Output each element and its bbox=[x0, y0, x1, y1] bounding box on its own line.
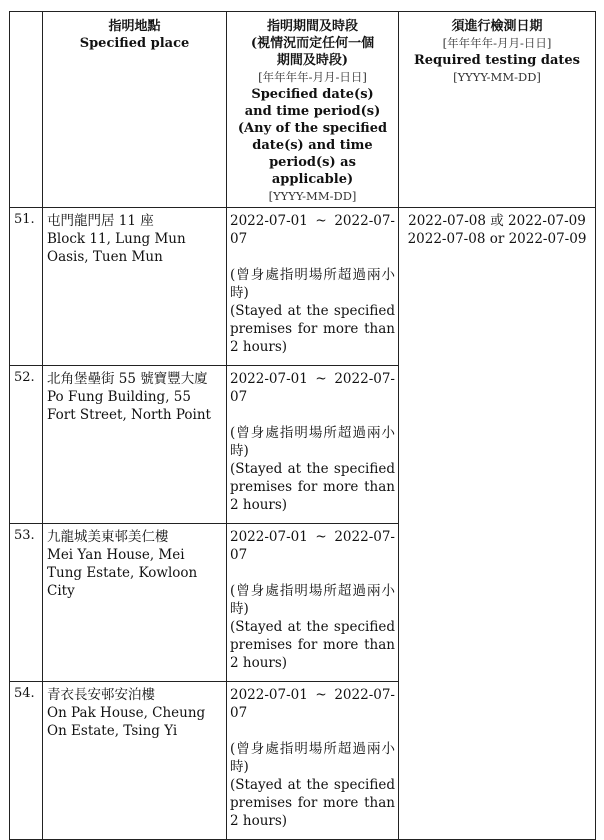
period-note-zh: (曾身處指明場所超過兩小時) bbox=[230, 741, 395, 775]
period-note-zh: (曾身處指明場所超過兩小時) bbox=[230, 583, 395, 617]
period-note-zh: (曾身處指明場所超過兩小時) bbox=[230, 425, 395, 459]
header-period-en-5: period(s) as applicable) bbox=[269, 155, 356, 187]
period-note-en: (Stayed at the specified premises for more than 2 hours) bbox=[230, 303, 395, 355]
period-dates: 2022-07-01 ~ 2022-07-07 bbox=[230, 213, 395, 247]
row-period bbox=[227, 682, 399, 840]
header-period-format-zh: [年年年年-月月-日日] bbox=[258, 70, 367, 84]
row-period bbox=[227, 366, 399, 524]
place-zh: 北角堡壘街 55 號寶豐大廈 bbox=[47, 371, 208, 387]
place-zh: 青衣長安邨安泊樓 bbox=[47, 687, 155, 703]
header-period-en-3: (Any of the specified bbox=[237, 121, 388, 136]
header-testing-format-zh: [年年年年-月月-日日] bbox=[442, 36, 552, 50]
header-period-cell bbox=[227, 12, 399, 208]
row-place bbox=[43, 524, 227, 682]
table-row bbox=[10, 208, 596, 366]
row-place bbox=[43, 366, 227, 524]
row-place bbox=[43, 682, 227, 840]
header-testing-zh: 須進行檢測日期 bbox=[451, 19, 543, 34]
testing-dates-zh: 2022-07-08 或 2022-07-09 bbox=[408, 213, 586, 229]
header-number-cell bbox=[10, 12, 43, 208]
testing-dates-cell bbox=[399, 208, 596, 840]
row-number: 54. bbox=[10, 682, 43, 840]
header-period-en-4: date(s) and time bbox=[252, 138, 373, 153]
header-testing-en: Required testing dates bbox=[413, 53, 580, 68]
header-place-cell bbox=[43, 12, 227, 208]
place-zh: 九龍城美東邨美仁樓 bbox=[47, 529, 169, 545]
place-en: Po Fung Building, 55 Fort Street, North Point bbox=[47, 389, 211, 423]
place-en: On Pak House, Cheung On Estate, Tsing Yi bbox=[47, 705, 206, 739]
header-testing-cell bbox=[399, 12, 596, 208]
period-dates: 2022-07-01 ~ 2022-07-07 bbox=[230, 529, 395, 563]
header-place-en: Specified place bbox=[79, 36, 190, 51]
header-period-en-1: Specified date(s) bbox=[251, 87, 374, 102]
row-number: 53. bbox=[10, 524, 43, 682]
row-number: 51. bbox=[10, 208, 43, 366]
place-en: Mei Yan House, Mei Tung Estate, Kowloon City bbox=[47, 547, 198, 599]
row-period bbox=[227, 524, 399, 682]
header-period-zh-1: 指明期間及時段 bbox=[266, 19, 358, 34]
header-period-zh-3: 期間及時段) bbox=[276, 53, 349, 68]
table-header-row bbox=[10, 12, 596, 208]
specified-places-table bbox=[9, 11, 596, 840]
row-period bbox=[227, 208, 399, 366]
place-en: Block 11, Lung Mun Oasis, Tuen Mun bbox=[47, 231, 186, 265]
period-note-en: (Stayed at the specified premises for more than 2 hours) bbox=[230, 777, 395, 829]
testing-dates-en: 2022-07-08 or 2022-07-09 bbox=[407, 231, 587, 247]
period-dates: 2022-07-01 ~ 2022-07-07 bbox=[230, 687, 395, 721]
header-period-format-en: [YYYY-MM-DD] bbox=[268, 189, 357, 203]
header-place-zh: 指明地點 bbox=[108, 19, 161, 34]
header-period-zh-2: (視情況而定任何一個 bbox=[250, 36, 375, 51]
place-zh: 屯門龍門居 11 座 bbox=[47, 213, 154, 229]
header-testing-format-en: [YYYY-MM-DD] bbox=[453, 70, 541, 84]
period-note-zh: (曾身處指明場所超過兩小時) bbox=[230, 267, 395, 301]
period-note-en: (Stayed at the specified premises for more than 2 hours) bbox=[230, 619, 395, 671]
period-note-en: (Stayed at the specified premises for more than 2 hours) bbox=[230, 461, 395, 513]
period-dates: 2022-07-01 ~ 2022-07-07 bbox=[230, 371, 395, 405]
row-number: 52. bbox=[10, 366, 43, 524]
header-period-en-2: and time period(s) bbox=[244, 104, 381, 119]
row-place bbox=[43, 208, 227, 366]
